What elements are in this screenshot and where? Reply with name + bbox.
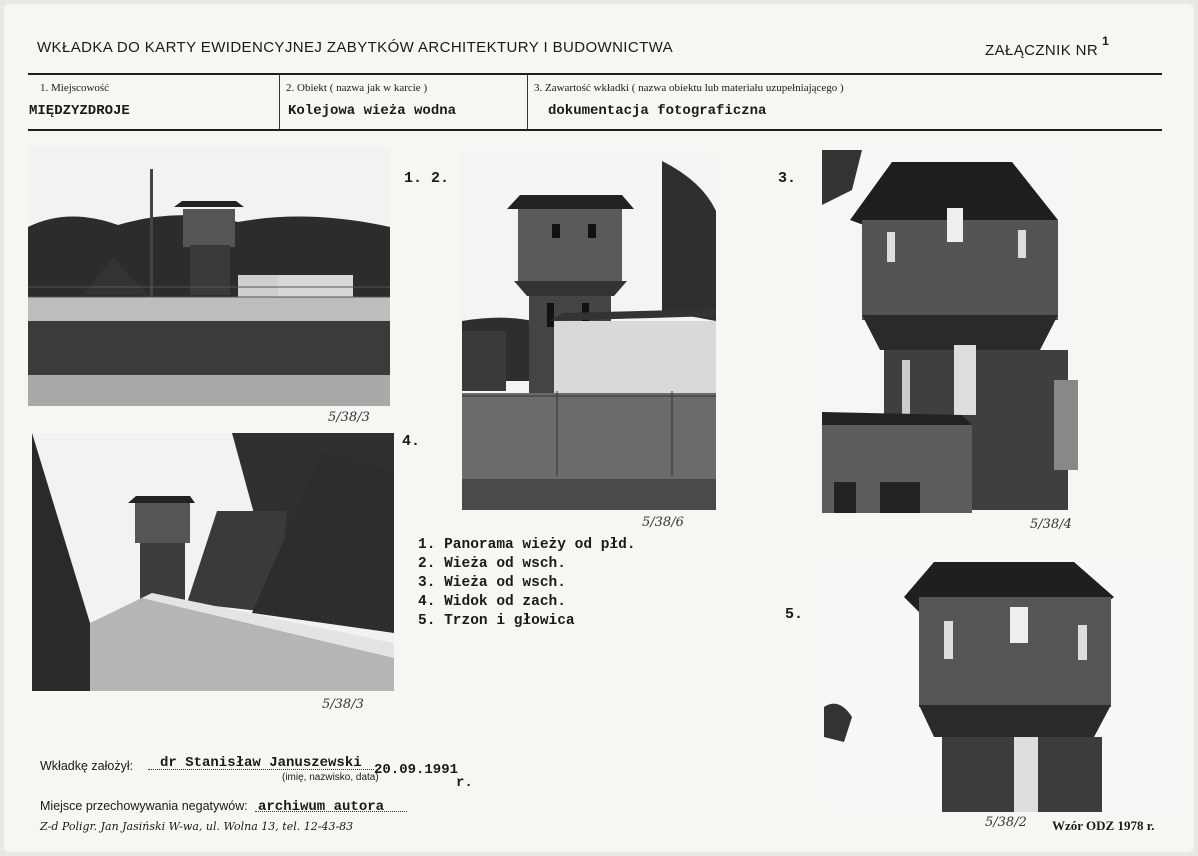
photo-number-1-2: 1. 2. xyxy=(404,170,450,187)
caption-item-2: 2. Wieża od wsch. xyxy=(418,556,566,572)
field-divider-2 xyxy=(527,75,528,130)
printer-note: Z-d Poligr. Jan Jasiński W-wa, ul. Wolna 13, tel. 12-43-83 xyxy=(40,820,354,833)
negatives-value: archiwum autora xyxy=(258,799,385,815)
photo-number-3: 3. xyxy=(778,170,797,187)
founder-label: Wkładkę założył: xyxy=(40,759,134,773)
photo-ref-1: 5/38/3 xyxy=(328,410,370,425)
locality-label: 1. Miejscowość xyxy=(40,82,110,94)
photo-tower-east-close xyxy=(822,150,1078,513)
object-value: Kolejowa wieża wodna xyxy=(288,103,457,119)
caption-item-4: 4. Widok od zach. xyxy=(418,594,566,610)
top-rule xyxy=(28,73,1162,75)
object-label: 2. Obiekt ( nazwa jak w karcie ) xyxy=(286,82,428,94)
caption-list xyxy=(418,536,636,631)
founder-name: dr Stanisław Januszewski xyxy=(160,755,362,771)
locality-value: MIĘDZYZDROJE xyxy=(29,103,130,119)
annex-text: ZAŁĄCZNIK NR xyxy=(985,42,1099,59)
founder-date: 20.09.1991 xyxy=(374,762,459,778)
photo-number-4: 4. xyxy=(402,433,421,450)
caption-item-3: 3. Wieża od wsch. xyxy=(418,575,566,591)
photo-number-5: 5. xyxy=(785,606,804,623)
annex-number: 1 xyxy=(1102,34,1110,48)
photo-tower-east xyxy=(462,151,716,510)
field-divider-1 xyxy=(279,75,280,130)
photo-ref-5: 5/38/2 xyxy=(985,815,1027,830)
caption-item-1: 1. Panorama wieży od płd. xyxy=(418,537,636,553)
annex-label xyxy=(985,34,1110,59)
photo-shaft-head xyxy=(824,557,1182,812)
founder-hint: (imię, nazwisko, data) xyxy=(282,772,379,783)
photo-ref-2: 5/38/6 xyxy=(642,515,684,530)
photo-view-west xyxy=(32,433,394,691)
form-version: Wzór ODZ 1978 r. xyxy=(1052,818,1155,833)
founder-suffix: r. xyxy=(456,775,473,791)
form-title: WKŁADKA DO KARTY EWIDENCYJNEJ ZABYTKÓW ARCHITEKTURY I BUDOWNICTWA xyxy=(37,39,674,56)
photo-ref-4: 5/38/3 xyxy=(322,697,364,712)
negatives-label: Miejsce przechowywania negatywów: xyxy=(40,799,248,813)
photo-ref-3: 5/38/4 xyxy=(1030,517,1072,532)
photo-panorama xyxy=(28,147,390,406)
caption-item-5: 5. Trzon i głowica xyxy=(418,613,575,629)
content-label: 3. Zawartość wkładki ( nazwa obiektu lub materiału uzupełniającego ) xyxy=(534,82,844,94)
content-value: dokumentacja fotograficzna xyxy=(548,103,767,119)
bottom-rule xyxy=(28,129,1162,131)
